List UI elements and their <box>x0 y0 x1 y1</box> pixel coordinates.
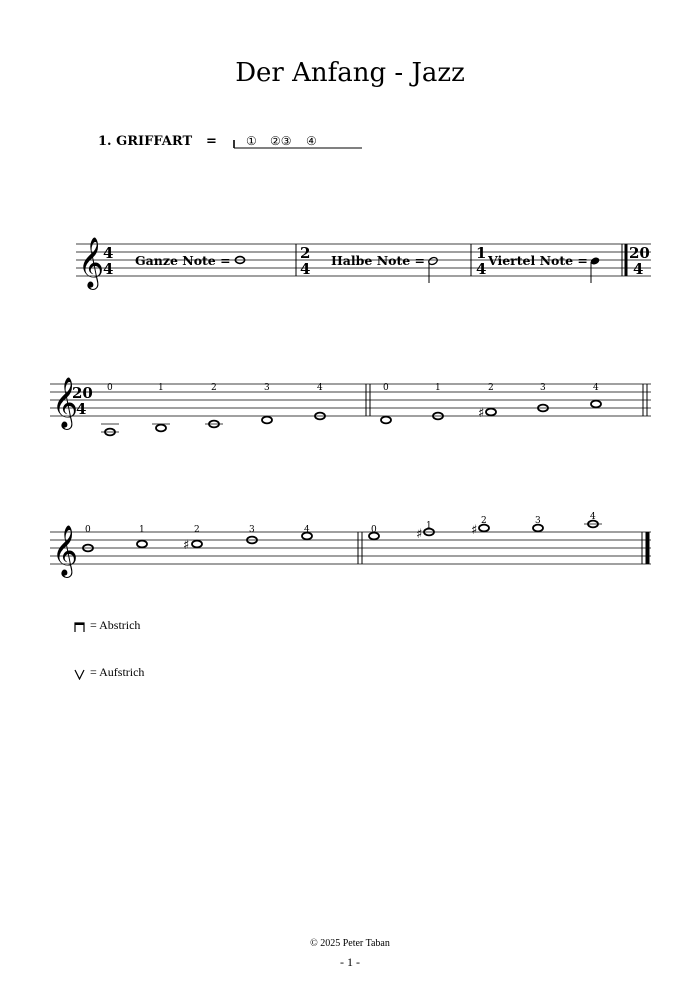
fingering: 2 <box>211 383 217 393</box>
whole-note <box>381 417 391 424</box>
whole-note <box>156 425 166 432</box>
whole-note <box>262 417 272 424</box>
time-signature-top: 4 <box>103 244 114 262</box>
time-signature-top: 1 <box>476 244 487 262</box>
time-signature-bottom: 4 <box>633 260 644 278</box>
staff-lines <box>50 384 651 416</box>
treble-clef-icon: 𝄞 <box>52 525 79 576</box>
fingering: 0 <box>85 525 91 535</box>
staff-2 <box>0 300 700 460</box>
treble-clef-icon: 𝄞 <box>78 237 105 288</box>
fingering: 4 <box>317 383 323 393</box>
sharp-icon: ♯ <box>478 406 485 421</box>
fingering: 2 <box>481 516 487 526</box>
griffart-finger-4: ④ <box>306 134 317 148</box>
whole-note <box>591 401 601 408</box>
griffart-finger-23: ②③ <box>270 134 292 148</box>
fingering: 1 <box>158 383 164 393</box>
time-signature-top: 2 <box>300 244 311 262</box>
fingering: 4 <box>590 512 596 522</box>
downbow-icon <box>74 621 86 633</box>
sharp-icon: ♯ <box>471 523 478 538</box>
whole-note <box>486 409 496 416</box>
time-signature-top: 20 <box>629 244 650 262</box>
fingering: 3 <box>540 383 546 393</box>
time-signature-bottom: 4 <box>476 260 487 278</box>
fingering: 4 <box>593 383 599 393</box>
whole-note <box>137 541 147 548</box>
griffart-label: 1. GRIFFART <box>98 134 193 149</box>
griffart-finger-1: ① <box>246 134 257 148</box>
sharp-icon: ♯ <box>183 538 190 553</box>
fingering: 2 <box>194 525 200 535</box>
staff-1 <box>0 0 700 300</box>
legend-downbow: = Abstrich <box>90 618 141 632</box>
fingering: 1 <box>426 521 432 531</box>
fingering: 0 <box>371 525 377 535</box>
note-label-quarter: Viertel Note = <box>488 253 588 268</box>
page-number: - 1 - <box>340 955 360 969</box>
page-title: Der Anfang - Jazz <box>235 58 465 88</box>
treble-clef-icon: 𝄞 <box>52 377 79 428</box>
time-signature-bottom: 4 <box>103 260 114 278</box>
fingering: 1 <box>139 525 145 535</box>
time-signature-bottom: 4 <box>76 400 87 418</box>
fingering: 3 <box>264 383 270 393</box>
upbow-icon <box>74 668 86 680</box>
fingering: 0 <box>107 383 113 393</box>
fingering: 3 <box>535 516 541 526</box>
griffart-equals: = <box>206 134 217 149</box>
copyright: © 2025 Peter Taban <box>310 938 390 949</box>
whole-note <box>192 541 202 548</box>
fingering: 4 <box>304 525 310 535</box>
fingering: 2 <box>488 383 494 393</box>
fingering: 3 <box>249 525 255 535</box>
time-signature-top: 20 <box>72 384 93 402</box>
note-label-whole: Ganze Note = <box>135 253 231 268</box>
sharp-icon: ♯ <box>416 527 423 542</box>
note-label-half: Halbe Note = <box>331 253 426 268</box>
legend-upbow: = Aufstrich <box>90 665 145 679</box>
staff-3 <box>0 460 700 600</box>
time-signature-bottom: 4 <box>300 260 311 278</box>
fingering: 1 <box>435 383 441 393</box>
fingering: 0 <box>383 383 389 393</box>
